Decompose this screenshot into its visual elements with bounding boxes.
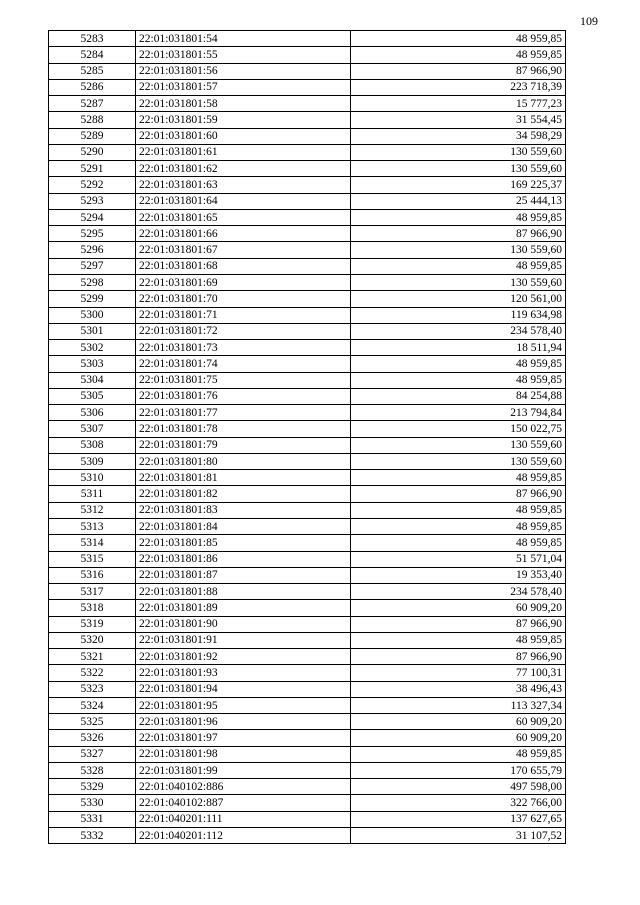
cadastral-number-cell: 22:01:031801:92 [136,649,351,665]
value-cell: 60 909,20 [351,730,566,746]
table-row [49,535,566,551]
cadastral-number-cell: 22:01:031801:65 [136,209,351,225]
table-row [49,551,566,567]
table-row [49,193,566,209]
table-row [49,291,566,307]
table-row [49,128,566,144]
row-number-cell: 5288 [49,112,136,128]
cadastral-number-cell: 22:01:031801:88 [136,584,351,600]
value-cell: 48 959,85 [351,502,566,518]
table-row [49,144,566,160]
cadastral-number-cell: 22:01:031801:68 [136,258,351,274]
row-number-cell: 5299 [49,291,136,307]
value-cell: 130 559,60 [351,437,566,453]
row-number-cell: 5289 [49,128,136,144]
row-number-cell: 5302 [49,340,136,356]
value-cell: 223 718,39 [351,79,566,95]
row-number-cell: 5322 [49,665,136,681]
table-row [49,31,566,47]
value-cell: 48 959,85 [351,356,566,372]
value-cell: 120 561,00 [351,291,566,307]
cadastral-number-cell: 22:01:031801:99 [136,762,351,778]
table-row [49,518,566,534]
row-number-cell: 5319 [49,616,136,632]
value-cell: 87 966,90 [351,226,566,242]
value-cell: 130 559,60 [351,242,566,258]
row-number-cell: 5307 [49,421,136,437]
table-row [49,340,566,356]
table-row [49,63,566,79]
value-cell: 48 959,85 [351,470,566,486]
cadastral-number-cell: 22:01:031801:72 [136,323,351,339]
table-row [49,421,566,437]
value-cell: 19 353,40 [351,567,566,583]
cadastral-number-cell: 22:01:031801:93 [136,665,351,681]
table-row [49,567,566,583]
page-number: 109 [580,14,598,28]
value-cell: 51 571,04 [351,551,566,567]
table-row [49,730,566,746]
cadastral-number-cell: 22:01:031801:55 [136,47,351,63]
cadastral-number-cell: 22:01:031801:56 [136,63,351,79]
cadastral-number-cell: 22:01:031801:90 [136,616,351,632]
cadastral-number-cell: 22:01:031801:82 [136,486,351,502]
cadastral-number-cell: 22:01:031801:79 [136,437,351,453]
cadastral-number-cell: 22:01:031801:73 [136,340,351,356]
row-number-cell: 5330 [49,795,136,811]
table-row [49,486,566,502]
row-number-cell: 5298 [49,274,136,290]
row-number-cell: 5297 [49,258,136,274]
row-number-cell: 5287 [49,96,136,112]
value-cell: 25 444,13 [351,193,566,209]
cadastral-number-cell: 22:01:031801:89 [136,600,351,616]
row-number-cell: 5314 [49,535,136,551]
row-number-cell: 5305 [49,388,136,404]
cadastral-number-cell: 22:01:031801:86 [136,551,351,567]
cadastral-number-cell: 22:01:031801:54 [136,31,351,47]
row-number-cell: 5290 [49,144,136,160]
table-row [49,502,566,518]
row-number-cell: 5313 [49,518,136,534]
value-cell: 130 559,60 [351,161,566,177]
cadastral-number-cell: 22:01:031801:85 [136,535,351,551]
value-cell: 137 627,65 [351,811,566,827]
row-number-cell: 5286 [49,79,136,95]
value-cell: 34 598,29 [351,128,566,144]
cadastral-number-cell: 22:01:031801:94 [136,681,351,697]
row-number-cell: 5321 [49,649,136,665]
value-cell: 497 598,00 [351,779,566,795]
row-number-cell: 5304 [49,372,136,388]
value-cell: 18 511,94 [351,340,566,356]
row-number-cell: 5303 [49,356,136,372]
table-row [49,356,566,372]
row-number-cell: 5312 [49,502,136,518]
table-row [49,649,566,665]
cadastral-number-cell: 22:01:031801:58 [136,96,351,112]
value-cell: 60 909,20 [351,714,566,730]
row-number-cell: 5300 [49,307,136,323]
table-row [49,242,566,258]
cadastral-number-cell: 22:01:031801:98 [136,746,351,762]
cadastral-number-cell: 22:01:031801:75 [136,372,351,388]
table-row [49,96,566,112]
value-cell: 38 496,43 [351,681,566,697]
row-number-cell: 5301 [49,323,136,339]
value-cell: 322 766,00 [351,795,566,811]
table-row [49,616,566,632]
value-cell: 15 777,23 [351,96,566,112]
table-row [49,779,566,795]
cadastral-number-cell: 22:01:031801:97 [136,730,351,746]
value-cell: 130 559,60 [351,144,566,160]
cadastral-number-cell: 22:01:031801:69 [136,274,351,290]
value-cell: 60 909,20 [351,600,566,616]
row-number-cell: 5323 [49,681,136,697]
table-row [49,209,566,225]
cadastral-number-cell: 22:01:031801:78 [136,421,351,437]
cadastral-number-cell: 22:01:031801:96 [136,714,351,730]
value-cell: 77 100,31 [351,665,566,681]
row-number-cell: 5331 [49,811,136,827]
value-cell: 213 794,84 [351,405,566,421]
row-number-cell: 5317 [49,584,136,600]
cadastral-number-cell: 22:01:031801:87 [136,567,351,583]
value-cell: 150 022,75 [351,421,566,437]
table-row [49,714,566,730]
value-cell: 169 225,37 [351,177,566,193]
row-number-cell: 5328 [49,762,136,778]
row-number-cell: 5320 [49,632,136,648]
row-number-cell: 5306 [49,405,136,421]
value-cell: 48 959,85 [351,632,566,648]
value-cell: 48 959,85 [351,372,566,388]
value-cell: 48 959,85 [351,518,566,534]
table-row [49,811,566,827]
cadastral-number-cell: 22:01:031801:76 [136,388,351,404]
cadastral-number-cell: 22:01:031801:66 [136,226,351,242]
value-cell: 234 578,40 [351,584,566,600]
value-cell: 31 107,52 [351,828,566,844]
row-number-cell: 5316 [49,567,136,583]
cadastral-number-cell: 22:01:031801:80 [136,453,351,469]
table-row [49,665,566,681]
table-row [49,177,566,193]
value-cell: 48 959,85 [351,47,566,63]
cadastral-number-cell: 22:01:031801:71 [136,307,351,323]
table-row [49,47,566,63]
table-row [49,681,566,697]
cadastral-value-table [48,30,566,844]
cadastral-number-cell: 22:01:031801:59 [136,112,351,128]
row-number-cell: 5324 [49,697,136,713]
cadastral-number-cell: 22:01:031801:57 [136,79,351,95]
table-row [49,762,566,778]
value-cell: 87 966,90 [351,649,566,665]
cadastral-number-cell: 22:01:040201:112 [136,828,351,844]
table-row [49,161,566,177]
table-row [49,274,566,290]
cadastral-number-cell: 22:01:040102:887 [136,795,351,811]
row-number-cell: 5294 [49,209,136,225]
table-row [49,470,566,486]
table-row [49,323,566,339]
table-row [49,453,566,469]
value-cell: 48 959,85 [351,746,566,762]
table-row [49,746,566,762]
table-row [49,828,566,844]
row-number-cell: 5310 [49,470,136,486]
row-number-cell: 5308 [49,437,136,453]
table-row [49,79,566,95]
cadastral-number-cell: 22:01:031801:83 [136,502,351,518]
row-number-cell: 5311 [49,486,136,502]
row-number-cell: 5325 [49,714,136,730]
cadastral-number-cell: 22:01:031801:60 [136,128,351,144]
table-row [49,258,566,274]
value-cell: 87 966,90 [351,63,566,79]
table-row [49,405,566,421]
value-cell: 130 559,60 [351,453,566,469]
row-number-cell: 5332 [49,828,136,844]
row-number-cell: 5283 [49,31,136,47]
row-number-cell: 5309 [49,453,136,469]
cadastral-number-cell: 22:01:031801:91 [136,632,351,648]
table-row [49,112,566,128]
cadastral-number-cell: 22:01:031801:81 [136,470,351,486]
value-cell: 48 959,85 [351,535,566,551]
cadastral-number-cell: 22:01:031801:67 [136,242,351,258]
row-number-cell: 5292 [49,177,136,193]
value-cell: 119 634,98 [351,307,566,323]
table-row [49,372,566,388]
value-cell: 48 959,85 [351,31,566,47]
cadastral-number-cell: 22:01:040102:886 [136,779,351,795]
value-cell: 31 554,45 [351,112,566,128]
table-row [49,437,566,453]
table-row [49,388,566,404]
row-number-cell: 5295 [49,226,136,242]
value-cell: 130 559,60 [351,274,566,290]
row-number-cell: 5315 [49,551,136,567]
row-number-cell: 5329 [49,779,136,795]
row-number-cell: 5327 [49,746,136,762]
table-row [49,307,566,323]
value-cell: 84 254,88 [351,388,566,404]
cadastral-number-cell: 22:01:031801:62 [136,161,351,177]
row-number-cell: 5296 [49,242,136,258]
table-row [49,632,566,648]
row-number-cell: 5318 [49,600,136,616]
cadastral-number-cell: 22:01:031801:64 [136,193,351,209]
cadastral-number-cell: 22:01:031801:84 [136,518,351,534]
cadastral-number-cell: 22:01:040201:111 [136,811,351,827]
table-row [49,226,566,242]
row-number-cell: 5284 [49,47,136,63]
cadastral-number-cell: 22:01:031801:61 [136,144,351,160]
row-number-cell: 5285 [49,63,136,79]
row-number-cell: 5293 [49,193,136,209]
value-cell: 48 959,85 [351,258,566,274]
table-body [49,31,566,844]
value-cell: 87 966,90 [351,616,566,632]
value-cell: 113 327,34 [351,697,566,713]
value-cell: 87 966,90 [351,486,566,502]
row-number-cell: 5326 [49,730,136,746]
cadastral-number-cell: 22:01:031801:70 [136,291,351,307]
cadastral-number-cell: 22:01:031801:95 [136,697,351,713]
table-row [49,795,566,811]
cadastral-number-cell: 22:01:031801:74 [136,356,351,372]
value-cell: 170 655,79 [351,762,566,778]
table-row [49,600,566,616]
cadastral-number-cell: 22:01:031801:63 [136,177,351,193]
cadastral-number-cell: 22:01:031801:77 [136,405,351,421]
table-row [49,697,566,713]
value-cell: 234 578,40 [351,323,566,339]
value-cell: 48 959,85 [351,209,566,225]
table-row [49,584,566,600]
row-number-cell: 5291 [49,161,136,177]
